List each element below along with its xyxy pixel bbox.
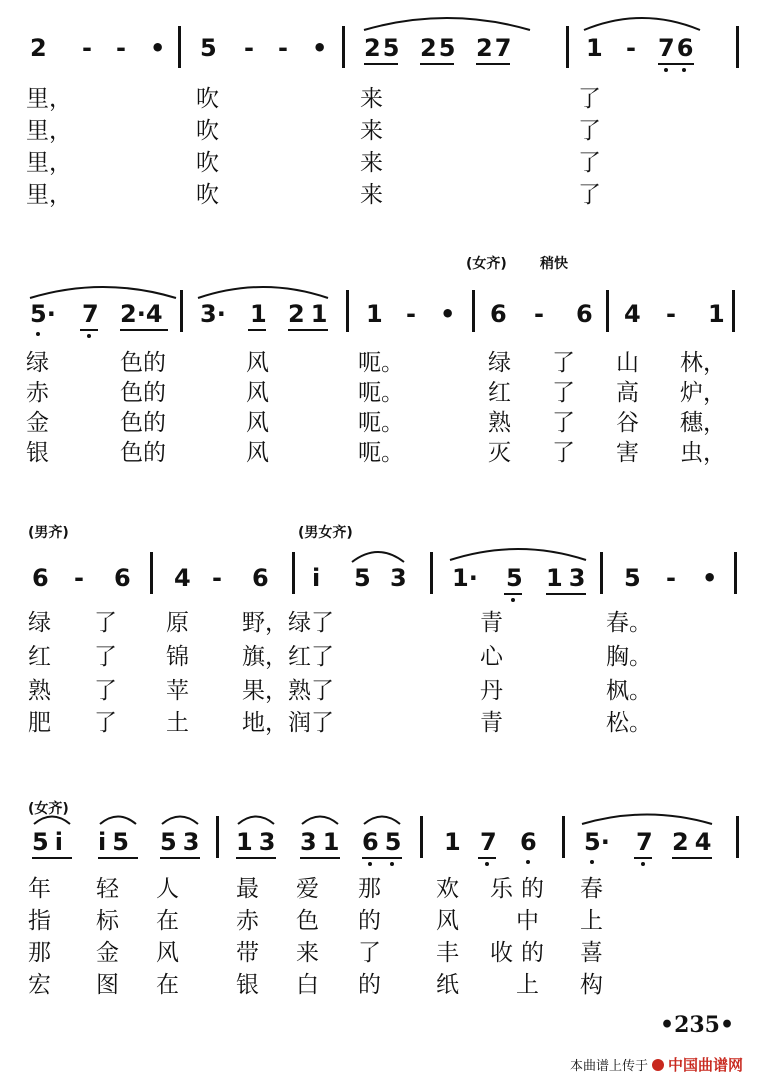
lyric: 土 [166, 710, 189, 736]
low-octave-dot [87, 334, 91, 338]
lyric: 赤 [26, 380, 49, 406]
note: 4 [624, 300, 641, 328]
underline [288, 329, 328, 331]
dash: - [82, 34, 92, 62]
note-pair: i5 [98, 828, 135, 856]
lyric: 白 [296, 972, 319, 998]
performance-direction: (男女齐) [298, 525, 353, 541]
slur [362, 812, 402, 826]
note-pair: 53 [160, 828, 206, 856]
note: 5· [584, 828, 610, 856]
underline [364, 63, 398, 65]
barline [562, 816, 565, 858]
slur [28, 282, 178, 300]
low-octave-dot [36, 332, 40, 336]
dash: - [534, 300, 544, 328]
performance-direction: (男齐) [28, 525, 69, 541]
low-octave-dot [485, 862, 489, 866]
note: 6 [520, 828, 537, 856]
lyric: 果，熟了 [242, 678, 334, 704]
lyric: 在 [156, 908, 179, 934]
lyric: 吹 [196, 182, 219, 208]
lyric: 红 [28, 644, 51, 670]
barline [180, 290, 183, 332]
lyric: 丹 [480, 678, 503, 704]
lyric: 银 [26, 440, 49, 466]
lyric: 青 [480, 610, 503, 636]
low-octave-dot [390, 862, 394, 866]
lyric: 穗， [680, 410, 726, 436]
site-link[interactable]: 中国曲谱网 [668, 1056, 744, 1074]
lyric: 熟 [488, 410, 511, 436]
underline [672, 857, 712, 859]
performance-direction: (女齐) [466, 256, 507, 272]
slur [362, 12, 532, 32]
lyric: 色的 [120, 440, 166, 466]
lyric: 欢 [436, 876, 459, 902]
note-pair: 25 [420, 34, 458, 62]
lyric: 林， [680, 350, 726, 376]
lyric: 金 [26, 410, 49, 436]
note-pair: 65 [362, 828, 408, 856]
barline [600, 552, 603, 594]
low-octave-dot [641, 862, 645, 866]
dash: - [666, 300, 676, 328]
lyric: 谷 [616, 410, 639, 436]
lyric: 爱 [296, 876, 319, 902]
lyric: 了 [94, 644, 117, 670]
underline [504, 593, 522, 595]
lyric: 上 [516, 972, 539, 998]
lyric: 了 [358, 940, 381, 966]
note: 1 [708, 300, 725, 328]
underline [98, 857, 138, 859]
lyric: 里， [26, 182, 72, 208]
dash: - [278, 34, 288, 62]
lyric: 肥 [28, 710, 51, 736]
note-pair: 21 [288, 300, 334, 328]
lyric: 图 [96, 972, 119, 998]
slur [580, 810, 714, 826]
low-octave-dot [590, 860, 594, 864]
lyric: 春 [580, 876, 603, 902]
lyric: 了 [578, 86, 601, 112]
underline [362, 857, 402, 859]
performance-direction: (女齐) [28, 801, 69, 817]
lyric: 里， [26, 86, 72, 112]
lyric: 红 [488, 380, 511, 406]
lyric: 了 [94, 610, 117, 636]
note: 3 [390, 564, 407, 592]
underline [546, 593, 586, 595]
underline [160, 857, 200, 859]
barline [216, 816, 219, 858]
lyric: 风 [246, 440, 269, 466]
dash: - [406, 300, 416, 328]
note: 5 [200, 34, 217, 62]
lyric: 灭 [488, 440, 511, 466]
barline [346, 290, 349, 332]
low-octave-dot [511, 598, 515, 602]
lyric: 野，绿了 [242, 610, 334, 636]
note: 5 [506, 564, 523, 592]
lyric: 金 [96, 940, 119, 966]
lyric: 虫， [680, 440, 726, 466]
slur [448, 544, 588, 562]
note: 7 [480, 828, 497, 856]
lyric: 收的 [490, 940, 552, 966]
dot: • [150, 34, 166, 62]
note: 1 [586, 34, 603, 62]
note-pair: 76 [658, 34, 696, 62]
lyric: 风 [156, 940, 179, 966]
lyric: 害 [616, 440, 639, 466]
note: i [312, 564, 321, 592]
lyric: 带 [236, 940, 259, 966]
lyric: 锦 [166, 644, 189, 670]
slur [582, 12, 702, 32]
lyric: 旗，红了 [242, 644, 334, 670]
note-pair: 25 [364, 34, 402, 62]
dot: • [702, 564, 718, 592]
lyric: 风 [246, 380, 269, 406]
note: 6 [114, 564, 131, 592]
page-number [660, 1012, 734, 1038]
lyric: 苹 [166, 678, 189, 704]
lyric: 呃。 [358, 380, 404, 406]
lyric: 的 [358, 908, 381, 934]
lyric: 青 [480, 710, 503, 736]
lyric: 风 [246, 410, 269, 436]
lyric: 了 [578, 182, 601, 208]
dash: - [626, 34, 636, 62]
underline [120, 329, 168, 331]
bullet-icon: • [660, 1012, 675, 1038]
note: 5 [354, 564, 371, 592]
lyric: 那 [358, 876, 381, 902]
lyric: 构 [580, 972, 603, 998]
dash: - [212, 564, 222, 592]
dash: - [666, 564, 676, 592]
underline [478, 857, 496, 859]
lyric: 了 [578, 118, 601, 144]
note: 6 [252, 564, 269, 592]
barline [430, 552, 433, 594]
lyric: 指 [28, 908, 51, 934]
lyric: 丰 [436, 940, 459, 966]
lyric: 来 [360, 86, 383, 112]
slur [350, 546, 406, 564]
dash: - [116, 34, 126, 62]
lyric: 来 [360, 182, 383, 208]
note: 5 [624, 564, 641, 592]
lyric: 胸。 [606, 644, 652, 670]
note: 5· [30, 300, 56, 328]
low-octave-dot [664, 68, 668, 72]
lyric: 标 [96, 908, 119, 934]
bullet-icon: • [720, 1012, 735, 1038]
lyric: 枫。 [606, 678, 652, 704]
lyric: 了 [94, 678, 117, 704]
lyric: 人 [156, 876, 179, 902]
lyric: 来 [296, 940, 319, 966]
slur [98, 812, 138, 826]
lyric: 色的 [120, 410, 166, 436]
underline [420, 63, 454, 65]
lyric: 炉， [680, 380, 726, 406]
low-octave-dot [368, 862, 372, 866]
underline [236, 857, 276, 859]
note-pair: 13 [236, 828, 282, 856]
lyric: 年 [28, 876, 51, 902]
lyric: 最 [236, 876, 259, 902]
lyric: 纸 [436, 972, 459, 998]
lyric: 松。 [606, 710, 652, 736]
lyric: 的 [358, 972, 381, 998]
lyric: 地，润了 [242, 710, 334, 736]
slur [160, 812, 200, 826]
lyric: 绿 [26, 350, 49, 376]
dash: - [244, 34, 254, 62]
note: 4 [174, 564, 191, 592]
note-pair: 24 [672, 828, 718, 856]
tempo-direction: 稍快 [540, 256, 568, 272]
lyric: 绿 [488, 350, 511, 376]
barline [736, 816, 739, 858]
note: 6 [576, 300, 593, 328]
lyric: 吹 [196, 150, 219, 176]
lyric: 心 [480, 644, 503, 670]
lyric: 喜 [580, 940, 603, 966]
note: 2 [30, 34, 47, 62]
lyric: 银 [236, 972, 259, 998]
lyric: 了 [552, 380, 575, 406]
barline [566, 26, 569, 68]
note: 7 [82, 300, 99, 328]
barline [736, 26, 739, 68]
lyric: 乐的 [490, 876, 552, 902]
underline [658, 63, 694, 65]
note: 6 [490, 300, 507, 328]
underline [32, 857, 72, 859]
slur [32, 812, 72, 826]
upload-text: 本曲谱上传于 [570, 1059, 649, 1074]
lyric: 来 [360, 150, 383, 176]
lyric: 山 [616, 350, 639, 376]
lyric: 中 [516, 908, 539, 934]
lyric: 熟 [28, 678, 51, 704]
note-pair: 5i [32, 828, 69, 856]
lyric: 呃。 [358, 440, 404, 466]
lyric: 色 [296, 908, 319, 934]
barline [342, 26, 345, 68]
note-pair: 13 [546, 564, 592, 592]
lyric: 色的 [120, 380, 166, 406]
underline [634, 857, 652, 859]
lyric: 里， [26, 150, 72, 176]
note: 7 [636, 828, 653, 856]
page-number-value: 235 [674, 1012, 720, 1038]
lyric: 轻 [96, 876, 119, 902]
underline [300, 857, 340, 859]
note: 1· [452, 564, 478, 592]
lyric: 那 [28, 940, 51, 966]
note: 1 [444, 828, 461, 856]
slur [300, 812, 340, 826]
dot: • [312, 34, 328, 62]
barline [606, 290, 609, 332]
barline [150, 552, 153, 594]
note: 2·4 [120, 300, 163, 328]
note: 1 [250, 300, 267, 328]
underline [80, 329, 98, 331]
site-logo-icon [652, 1059, 664, 1071]
note: 3· [200, 300, 226, 328]
lyric: 了 [578, 150, 601, 176]
lyric: 了 [552, 440, 575, 466]
lyric: 里， [26, 118, 72, 144]
lyric: 来 [360, 118, 383, 144]
low-octave-dot [682, 68, 686, 72]
lyric: 色的 [120, 350, 166, 376]
dot: • [440, 300, 456, 328]
lyric: 绿 [28, 610, 51, 636]
lyric: 春。 [606, 610, 652, 636]
lyric: 吹 [196, 118, 219, 144]
slur [196, 282, 330, 300]
barline [420, 816, 423, 858]
lyric: 原 [166, 610, 189, 636]
lyric: 宏 [28, 972, 51, 998]
lyric: 高 [616, 380, 639, 406]
note-pair: 27 [476, 34, 514, 62]
dash: - [74, 564, 84, 592]
barline [732, 290, 735, 332]
barline [472, 290, 475, 332]
lyric: 呃。 [358, 350, 404, 376]
lyric: 风 [246, 350, 269, 376]
lyric: 了 [94, 710, 117, 736]
lyric: 赤 [236, 908, 259, 934]
note-pair: 31 [300, 828, 346, 856]
lyric: 在 [156, 972, 179, 998]
barline [292, 552, 295, 594]
lyric: 了 [552, 350, 575, 376]
barline [178, 26, 181, 68]
lyric: 风 [436, 908, 459, 934]
underline [248, 329, 266, 331]
barline [734, 552, 737, 594]
lyric: 吹 [196, 86, 219, 112]
footer [570, 1054, 743, 1075]
lyric: 了 [552, 410, 575, 436]
lyric: 上 [580, 908, 603, 934]
lyric: 呃。 [358, 410, 404, 436]
underline [476, 63, 510, 65]
note: 6 [32, 564, 49, 592]
note: 1 [366, 300, 383, 328]
slur [236, 812, 276, 826]
low-octave-dot [526, 860, 530, 864]
